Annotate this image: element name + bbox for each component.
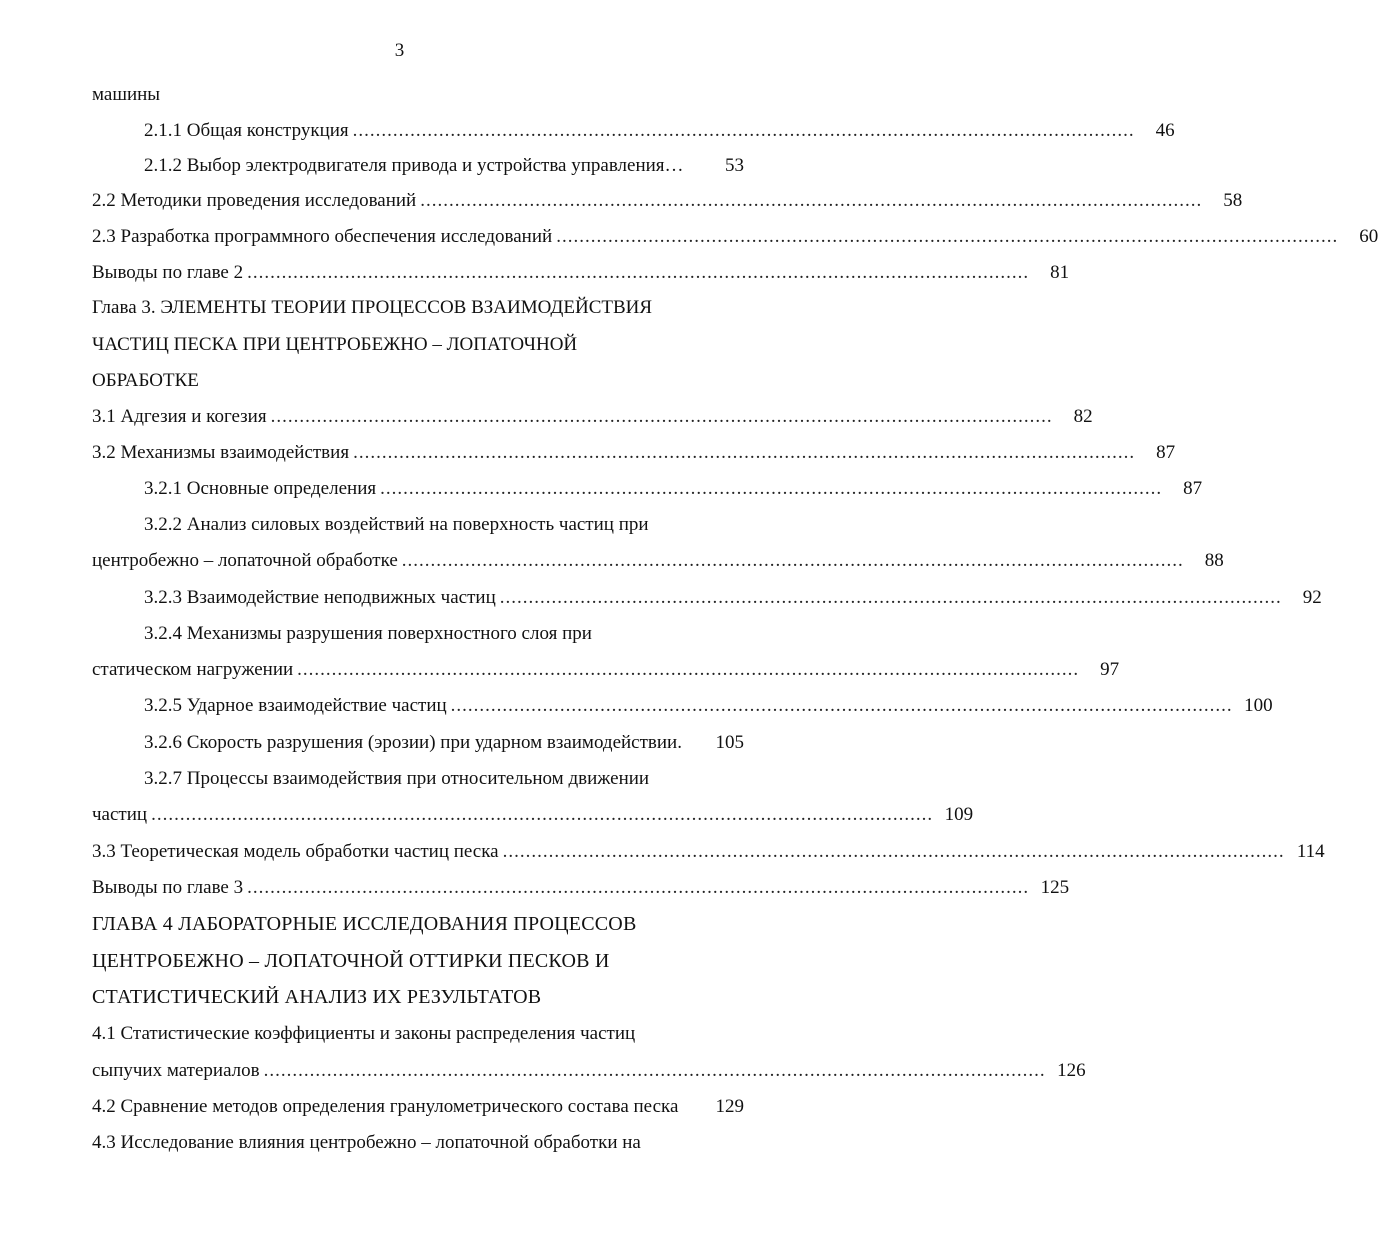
toc-entry xyxy=(92,800,974,830)
chapter-heading xyxy=(92,366,744,396)
toc-entry-page: 92 xyxy=(1302,587,1322,608)
toc-entry-page: 109 xyxy=(944,804,974,825)
toc-entry-title: 2.3 Разработка программного обеспечения исследований xyxy=(92,226,553,247)
toc-text: 4.3 Исследование влияния центробежно – лопаточной обработки на xyxy=(92,1132,641,1153)
toc-entry xyxy=(92,258,1070,288)
toc-entry-page: 105 xyxy=(715,732,744,753)
toc-entry-title: частиц xyxy=(92,804,148,825)
toc-line xyxy=(92,1128,744,1158)
toc-entry-title: 2.2 Методики проведения исследований xyxy=(92,190,417,211)
toc-entry xyxy=(92,837,1325,867)
leader-dots: ........................................................................................................................................ xyxy=(352,120,1135,141)
toc-text: 3.2.2 Анализ силовых воздействий на поверхность частиц при xyxy=(144,514,649,535)
toc-entry-page: 87 xyxy=(1156,442,1176,463)
toc-entry-page: 82 xyxy=(1073,406,1093,427)
leader-dots: ........................................................................................................................................ xyxy=(151,804,934,825)
leader-dots: ........................................................................................................................................ xyxy=(270,406,1053,427)
toc-entry xyxy=(92,546,1224,576)
leader-dots: ........................................................................................................................................ xyxy=(420,190,1203,211)
toc-entry xyxy=(92,655,1120,685)
chapter-heading xyxy=(92,982,744,1012)
toc-line xyxy=(144,619,744,649)
toc-entry-page: 58 xyxy=(1223,190,1243,211)
toc-entry xyxy=(144,116,1175,146)
toc-text: 3.2.4 Механизмы разрушения поверхностного слоя при xyxy=(144,623,592,644)
toc-line xyxy=(144,764,744,794)
toc-text: Глава 3. ЭЛЕМЕНТЫ ТЕОРИИ ПРОЦЕССОВ ВЗАИМОДЕЙСТВИЯ xyxy=(92,297,653,318)
toc-entry-title: 2.1.2 Выбор электродвигателя привода и устройства управления… xyxy=(144,155,684,176)
toc-entry xyxy=(92,402,1093,432)
toc-entry-title: 3.3 Теоретическая модель обработки частиц песка xyxy=(92,841,499,862)
toc-text: ЧАСТИЦ ПЕСКА ПРИ ЦЕНТРОБЕЖНО – ЛОПАТОЧНОЙ xyxy=(92,334,578,355)
toc-entry xyxy=(144,151,744,181)
toc-entry-title: статическом нагружении xyxy=(92,659,294,680)
toc-entry xyxy=(92,1056,1086,1086)
toc-entry xyxy=(92,438,1176,468)
toc-entry-title: 2.1.1 Общая конструкция xyxy=(144,120,349,141)
toc-entry-title: 3.2.5 Ударное взаимодействие частиц xyxy=(144,695,447,716)
leader-dots: ........................................................................................................................................ xyxy=(380,478,1163,499)
toc-entry xyxy=(92,222,1378,252)
chapter-heading xyxy=(92,330,744,360)
chapter-heading xyxy=(92,946,744,976)
leader-dots: ........................................................................................................................................ xyxy=(247,262,1030,283)
leader-dots: ........................................................................................................................................ xyxy=(556,226,1339,247)
leader-dots: ........................................................................................................................................ xyxy=(502,841,1285,862)
leader-dots: ........................................................................................................................................ xyxy=(297,659,1080,680)
toc-entry-page: 88 xyxy=(1204,550,1224,571)
toc-entry-page: 126 xyxy=(1057,1060,1086,1081)
toc-entry-page: 129 xyxy=(715,1096,744,1117)
page-number: 3 xyxy=(394,40,405,61)
toc-entry-title: 3.2.6 Скорость разрушения (эрозии) при ударном взаимодействии. xyxy=(144,732,682,753)
toc-entry-page: 81 xyxy=(1050,262,1070,283)
toc-entry xyxy=(144,474,1203,504)
toc-entry-title: сыпучих материалов xyxy=(92,1060,260,1081)
toc-text: ЦЕНТРОБЕЖНО – ЛОПАТОЧНОЙ ОТТИРКИ ПЕСКОВ И xyxy=(92,950,610,972)
leader-dots: ........................................................................................................................................ xyxy=(401,550,1184,571)
leader-dots: ........................................................................................................................................ xyxy=(499,587,1282,608)
toc-entry xyxy=(92,873,1070,903)
toc-entry-page: 125 xyxy=(1040,877,1070,898)
toc-text: ОБРАБОТКЕ xyxy=(92,370,199,391)
toc-entry-page: 60 xyxy=(1359,226,1378,247)
toc-text: ГЛАВА 4 ЛАБОРАТОРНЫЕ ИССЛЕДОВАНИЯ ПРОЦЕССОВ xyxy=(92,913,637,935)
toc-text: СТАТИСТИЧЕСКИЙ АНАЛИЗ ИХ РЕЗУЛЬТАТОВ xyxy=(92,986,542,1008)
toc-text: машины xyxy=(92,84,161,105)
toc-entry-page: 114 xyxy=(1296,841,1325,862)
toc-entry-title: центробежно – лопаточной обработке xyxy=(92,550,398,571)
chapter-heading xyxy=(92,909,744,939)
toc-text: 3.2.7 Процессы взаимодействия при относительном движении xyxy=(144,768,650,789)
toc-text: 4.1 Статистические коэффициенты и законы распределения частиц xyxy=(92,1023,636,1044)
toc-entry xyxy=(92,1092,744,1122)
toc-entry-page: 87 xyxy=(1183,478,1203,499)
toc-entry-title: 3.1 Адгезия и когезия xyxy=(92,406,267,427)
chapter-heading xyxy=(92,293,744,323)
leader-dots: ........................................................................................................................................ xyxy=(450,695,1233,716)
toc-line xyxy=(144,510,744,540)
toc-entry xyxy=(92,186,1243,216)
toc-entry-title: 3.2 Механизмы взаимодействия xyxy=(92,442,350,463)
toc-entry-page: 97 xyxy=(1100,659,1120,680)
toc-entry-title: 4.2 Сравнение методов определения гранулометрического состава песка xyxy=(92,1096,679,1117)
toc-entry-page: 53 xyxy=(725,155,744,176)
leader-dots: ........................................................................................................................................ xyxy=(353,442,1136,463)
toc-entry-title: Выводы по главе 3 xyxy=(92,877,244,898)
toc-entry-title: 3.2.3 Взаимодействие неподвижных частиц xyxy=(144,587,496,608)
leader-dots: ........................................................................................................................................ xyxy=(247,877,1030,898)
toc-entry-page: 46 xyxy=(1155,120,1175,141)
toc-entry-title: 3.2.1 Основные определения xyxy=(144,478,377,499)
toc-entry-page: 100 xyxy=(1244,695,1273,716)
toc-line xyxy=(92,1019,744,1049)
toc-entry xyxy=(144,728,744,758)
toc-line xyxy=(92,80,744,110)
toc-entry-title: Выводы по главе 2 xyxy=(92,262,244,283)
toc-entry xyxy=(144,691,1273,721)
leader-dots: ........................................................................................................................................ xyxy=(263,1060,1046,1081)
toc-entry xyxy=(144,583,1322,613)
